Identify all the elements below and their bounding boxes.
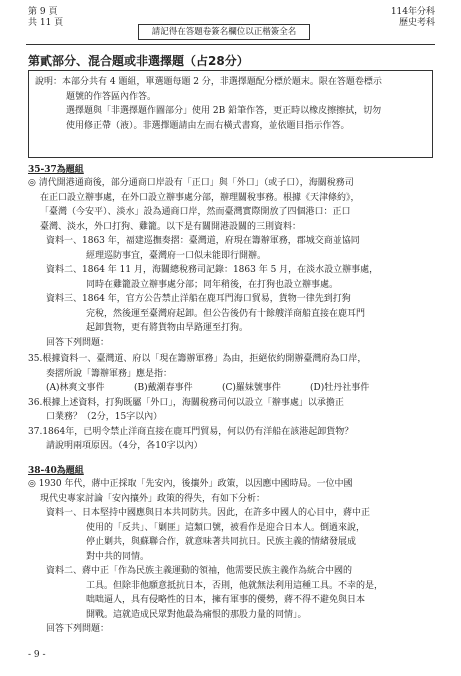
material-1: 對中共的同情。: [86, 551, 150, 562]
question-37: 請說明兩項原因。（4分，各10字以內）: [46, 441, 203, 451]
material-3: 資料三、1864 年，官方公告禁止洋船在鹿耳門海口貿易，貨物一律先到打狗: [46, 294, 351, 304]
page-number: 第 9 頁: [28, 7, 58, 17]
instruction-line: 使用修正帶（液）。非選擇題請由左而右橫式書寫，並依題目指示作答。: [66, 120, 350, 131]
question-group-2: [28, 477, 435, 637]
material-2: 同時在雞籠設立辦事處分部；同年稍後，在打狗也設立辦事處。: [86, 279, 339, 290]
material-1: 資料一、1863 年，福建巡撫奏摺：臺灣道，府現在籌辦軍務，郡城交商並協同: [46, 236, 360, 246]
intro-text: ◎ 1930 年代，蔣中正採取「先安內，後攘外」政策，以因應中國時局。一位中國: [28, 479, 353, 489]
header-divider: [26, 44, 435, 45]
question-35: 35.根據資料一、臺灣道、府以「現在籌辦軍務」為由，拒絕依約開辦臺灣府為口岸，: [28, 354, 367, 364]
option-d[interactable]: (D)牡丹社事件: [310, 383, 370, 393]
page-footer: - 9 -: [28, 650, 46, 660]
question-37: 37.1864年，已明令禁止洋商直接在鹿耳門貿易，何以仍有洋船在該港起卸貨物？: [28, 426, 354, 437]
intro-text: 臺灣、淡水，外口打狗、雞籠。以下是有關開港設關的三則資料：: [40, 221, 302, 232]
page-number-block: [28, 7, 63, 29]
question-35: 奏摺所說「籌辦軍務」應是指：: [46, 368, 173, 379]
material-2: 資料二、1864 年 11 月，海關總稅務司記錄：1863 年 5 月，在淡水設立辦事處，: [46, 265, 379, 275]
question-group-1: [28, 176, 435, 454]
material-3: 完稅，然後運至臺灣府起卸。但公告後仍有十餘艘洋商船直接在鹿耳門: [86, 308, 366, 319]
material-2: 工具。但除非他願意抵抗日本，否則，他就無法利用這種工具。不幸的是，: [86, 580, 384, 591]
material-1: 經理巡防事宜，臺灣府一口似未能即行開辦。: [86, 250, 267, 261]
question-group-label: 38-40為題組: [28, 466, 84, 476]
instruction-line: 題號的作答區內作答。: [66, 91, 157, 102]
intro-text: ◎ 清代開港通商後，部分通商口岸設有「正口」與「外口」（或子口），海關稅務司: [28, 178, 354, 188]
page-total: 共 11 頁: [28, 18, 64, 28]
option-c[interactable]: (C)羅妹號事件: [222, 383, 281, 393]
instruction-line: 說明：本部分共有 4 題組，單選題每題 2 分，非選擇題配分標於題末。限在答題卷標示: [35, 77, 382, 87]
exam-subject: 歷史考科: [398, 18, 435, 28]
material-2: 開戰。這就造成民眾對他最為痛恨的那股力量的同情」。: [86, 609, 307, 620]
material-1: 資料一、日本堅持中國應與日本共同防共。因此，在許多中國人的心目中，蔣中正: [46, 508, 371, 518]
intro-text: 在正口設立辦事處，在外口設立辦事處分部，辦理關稅事務。根據《天津條約》，: [40, 192, 360, 203]
material-2: 咄咄逼人，具有侵略性的日本，擁有軍事的優勢，蔣不得不避免與日本: [86, 595, 366, 605]
intro-text: 現代史專家討論「安內攘外」政策的得失，有如下分析：: [40, 493, 266, 504]
question-35-options: [28, 381, 435, 396]
instruction-line: 選擇題與「非選擇題作圖部分」使用 2B 鉛筆作答，更正時以橡皮擦擦拭，切勿: [66, 106, 382, 116]
instructions-box: [28, 70, 433, 158]
material-1: 停止剿共，與蘇聯合作，就意味著共同抗日。民族主義的情緒發展成: [86, 537, 357, 547]
section-title: 第貳部分、混合題或非選擇題（占28分）: [28, 54, 249, 68]
exam-info: [391, 7, 435, 29]
answer-prompt: 回答下列問題：: [46, 624, 110, 634]
option-b[interactable]: (B)戴潮春事件: [134, 383, 193, 393]
material-2: 資料二、蔣中正「作為民族主義運動的領袖，他需要民族主義作為統合中國的: [46, 566, 353, 576]
material-1: 使用的「反共」、「剿匪」這類口號，被看作是迎合日本人。倒過來說，: [86, 522, 366, 533]
signature-notice: 請記得在答題卷簽名欄位以正楷簽全名: [138, 24, 310, 40]
material-3: 起卸貨物，更有將貨物由旱路運至打狗。: [86, 323, 249, 333]
exam-year: 114年分科: [390, 7, 435, 17]
intro-text: 「臺灣（今安平）、淡水」設為通商口岸，然而臺灣實際開放了四個港口：正口: [40, 207, 351, 217]
question-group-label: 35-37為題組: [28, 165, 84, 175]
answer-prompt: 回答下列問題：: [46, 337, 110, 348]
option-a[interactable]: (A)林爽文事件: [46, 383, 105, 393]
question-36: 口業務？（2分，15字以內）: [46, 412, 163, 422]
question-36: 36.根據上述資料，打狗既屬「外口」，海關稅務司何以設立「辦事處」以承擔正: [28, 397, 344, 408]
